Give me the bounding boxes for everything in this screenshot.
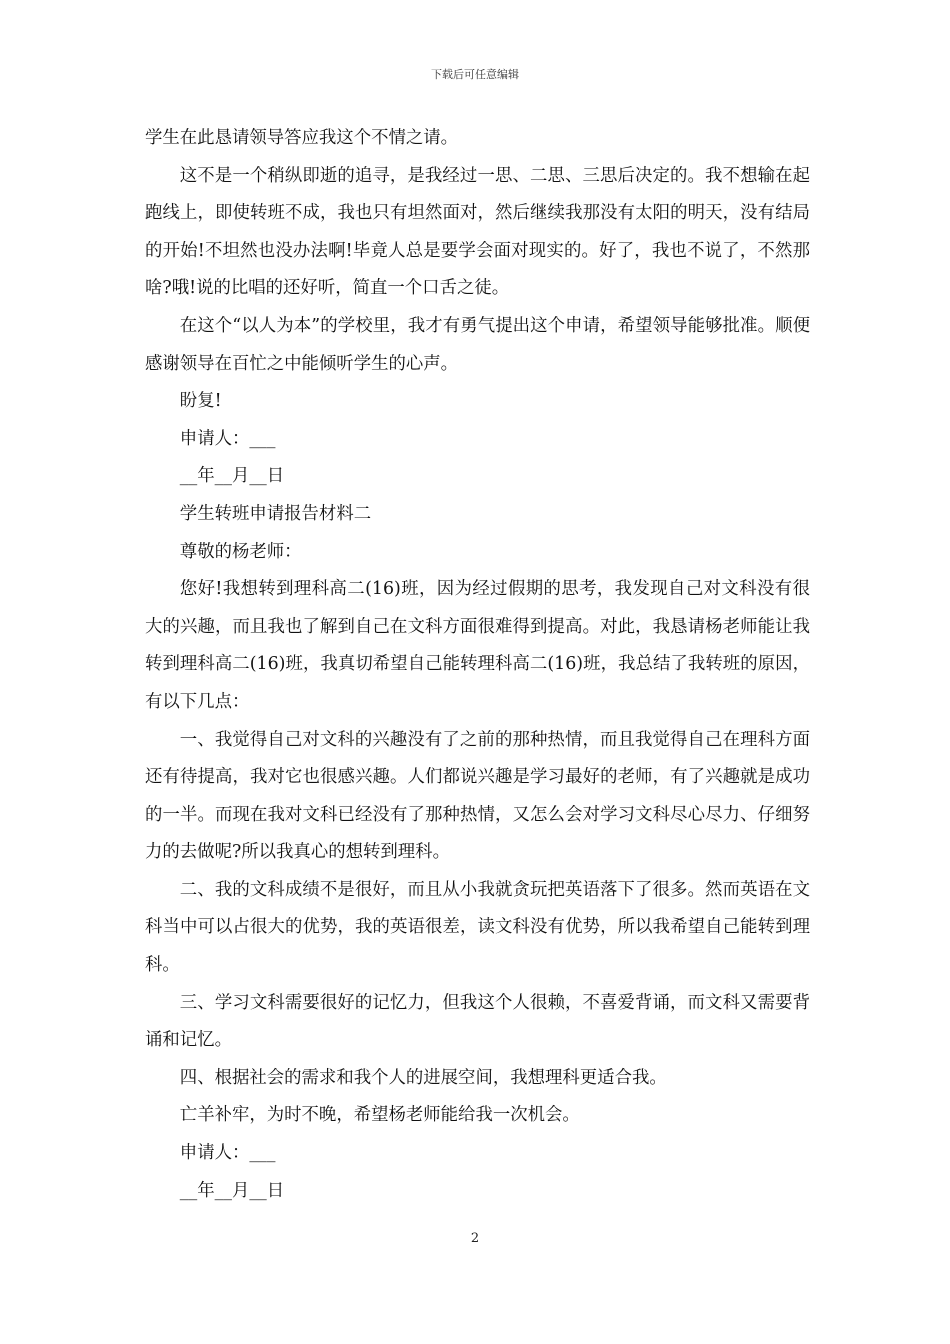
document-body xyxy=(145,120,810,1210)
paragraph: 四、根据社会的需求和我个人的进展空间，我想理科更适合我。 xyxy=(179,1067,667,1088)
paragraph: 在这个“以人为本”的学校里，我才有勇气提出这个申请，希望领导能够批准。顺便感谢领导在百忙之中能倾听学生的心声。 xyxy=(145,315,810,374)
salutation: 尊敬的杨老师： xyxy=(179,541,302,562)
paragraph: 学生在此恳请领导答应我这个不情之请。 xyxy=(145,128,459,148)
paragraph: 您好!我想转到理科高二(16)班，因为经过假期的思考，我发现自己对文科没有很大的兴趣，而且我也了解到自己在文科方面很难得到提高。对此，我恳请杨老师能让我转到理科高二(16)班，我真切希望自己能转理科高二(16)班，我总结了我转班的原因，有以下几点： xyxy=(145,579,810,712)
date-line: __年__月__日 xyxy=(179,466,285,487)
paragraph: 亡羊补牢，为时不晚，希望杨老师能给我一次机会。 xyxy=(179,1105,580,1126)
page-header: 下载后可任意编辑 xyxy=(431,68,519,81)
page-number: 2 xyxy=(470,1231,480,1246)
date-line: __年__月__日 xyxy=(179,1180,285,1201)
paragraph: 三、学习文科需要很好的记忆力，但我这个人很赖，不喜爱背诵，而文科又需要背诵和记忆。 xyxy=(145,992,810,1051)
paragraph: 二、我的文科成绩不是很好，而且从小我就贪玩把英语落下了很多。然而英语在文科当中可以占很大的优势，我的英语很差，读文科没有优势，所以我希望自己能转到理科。 xyxy=(145,879,810,976)
signature-line: 申请人：___ xyxy=(179,428,276,449)
closing-line: 盼复! xyxy=(179,391,222,412)
paragraph: 这不是一个稍纵即逝的追寻，是我经过一思、二思、三思后决定的。我不想输在起跑线上，即使转班不成，我也只有坦然面对，然后继续我那没有太阳的明天，没有结局的开始!不坦然也没办法啊!毕竟人总是要学会面对现实的。好了，我也不说了，不然那啥?哦!说的比唱的还好听，简直一个口舌之徒。 xyxy=(145,165,810,299)
paragraph: 一、我觉得自己对文科的兴趣没有了之前的那种热情，而且我觉得自己在理科方面还有待提高，我对它也很感兴趣。人们都说兴趣是学习最好的老师，有了兴趣就是成功的一半。而现在我对文科已经没有了那种热情，又怎么会对学习文科尽心尽力、仔细努力的去做呢?所以我真心的想转到理科。 xyxy=(145,729,810,863)
signature-line: 申请人：___ xyxy=(179,1143,276,1164)
section-title: 学生转班申请报告材料二 xyxy=(179,503,372,524)
